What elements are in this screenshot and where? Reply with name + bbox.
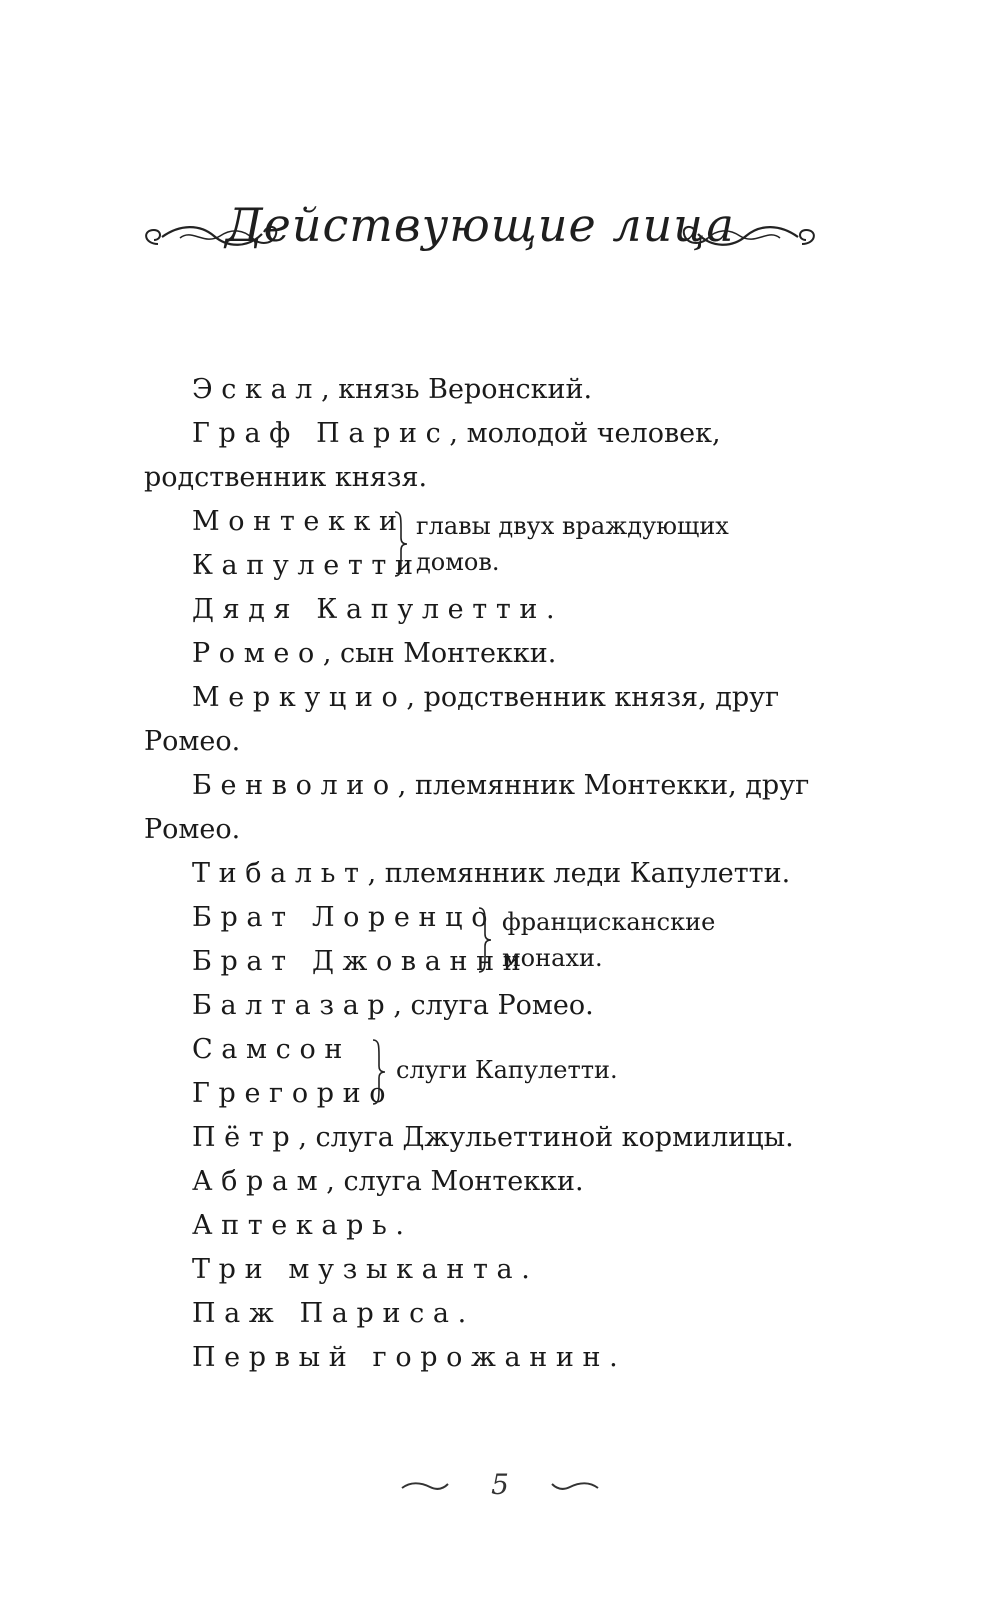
list-item bbox=[144, 588, 784, 632]
character-desc: , слуга Ромео. bbox=[393, 990, 594, 1021]
character-name: Грегорио bbox=[192, 1078, 395, 1109]
character-name: Самсон bbox=[192, 1034, 351, 1065]
list-item bbox=[144, 1116, 794, 1160]
brace-icon bbox=[392, 510, 410, 578]
character-desc: , племянник леди Капулетти. bbox=[367, 858, 791, 889]
list-item bbox=[144, 984, 784, 1028]
character-name: Балтазар bbox=[192, 990, 394, 1021]
page-title: Действующие лица bbox=[225, 198, 735, 252]
character-name: Брат Лоренцо bbox=[192, 902, 497, 933]
page-number: 5 bbox=[491, 1468, 509, 1501]
brace-icon bbox=[476, 906, 494, 974]
character-desc: , молодой человек, bbox=[449, 418, 721, 449]
character-name: Тибальт bbox=[192, 858, 368, 889]
list-item-continuation: Ромео. bbox=[144, 726, 241, 757]
character-name: Абрам bbox=[192, 1166, 327, 1197]
character-desc: , родственник князя, друг bbox=[406, 682, 780, 713]
page-header bbox=[140, 190, 820, 280]
dramatis-personae-list bbox=[144, 368, 810, 1380]
character-name: Меркуцио bbox=[192, 682, 407, 713]
group-desc bbox=[416, 508, 729, 580]
footer-flourish-right-icon bbox=[550, 1478, 600, 1494]
character-name: Ромео bbox=[192, 638, 323, 669]
character-desc: , слуга Джульеттиной кормилицы. bbox=[298, 1122, 794, 1153]
character-name: Первый горожанин. bbox=[192, 1342, 627, 1373]
list-item bbox=[144, 1160, 784, 1204]
list-item bbox=[144, 412, 784, 456]
character-name: Аптекарь. bbox=[192, 1210, 413, 1241]
character-name: Паж Париса. bbox=[192, 1298, 475, 1329]
list-item bbox=[144, 764, 810, 808]
character-name: Пётр bbox=[192, 1122, 299, 1153]
group-desc-line: главы двух враждующих bbox=[416, 512, 729, 540]
character-name: Брат Джованни bbox=[192, 946, 530, 977]
group-desc-line: домов. bbox=[416, 548, 500, 576]
list-item bbox=[144, 1292, 784, 1336]
list-item-continuation: Ромео. bbox=[144, 814, 241, 845]
list-item bbox=[144, 1248, 784, 1292]
character-name: Дядя Капулетти. bbox=[192, 594, 564, 625]
list-item bbox=[144, 368, 784, 412]
character-name: Граф Парис bbox=[192, 418, 450, 449]
character-desc: , князь Веронский. bbox=[321, 374, 593, 405]
list-item bbox=[144, 1336, 784, 1380]
character-name: Монтекки bbox=[192, 506, 406, 537]
group-desc-line: францисканские bbox=[502, 908, 716, 936]
character-name: Капулетти bbox=[192, 550, 422, 581]
character-desc: , сын Монтекки. bbox=[322, 638, 557, 669]
list-item-continuation: родственник князя. bbox=[144, 462, 428, 493]
character-group bbox=[144, 500, 784, 588]
group-desc bbox=[396, 1052, 618, 1088]
character-group bbox=[144, 1028, 784, 1116]
list-item bbox=[144, 676, 784, 720]
group-desc bbox=[502, 904, 715, 976]
list-item bbox=[144, 852, 791, 896]
brace-icon bbox=[370, 1038, 388, 1106]
group-desc-line: монахи. bbox=[502, 944, 603, 972]
page-footer bbox=[400, 1468, 600, 1508]
character-desc: , племянник Монтекки, друг bbox=[397, 770, 810, 801]
character-name: Три музыканта. bbox=[192, 1254, 539, 1285]
character-group bbox=[144, 896, 784, 984]
list-item bbox=[144, 632, 784, 676]
character-name: Бенволио bbox=[192, 770, 398, 801]
flourish-right-icon bbox=[680, 220, 820, 254]
group-desc-line: слуги Капулетти. bbox=[396, 1056, 618, 1084]
character-desc: , слуга Монтекки. bbox=[326, 1166, 584, 1197]
list-item bbox=[144, 1204, 784, 1248]
character-name: Эскал bbox=[192, 374, 322, 405]
